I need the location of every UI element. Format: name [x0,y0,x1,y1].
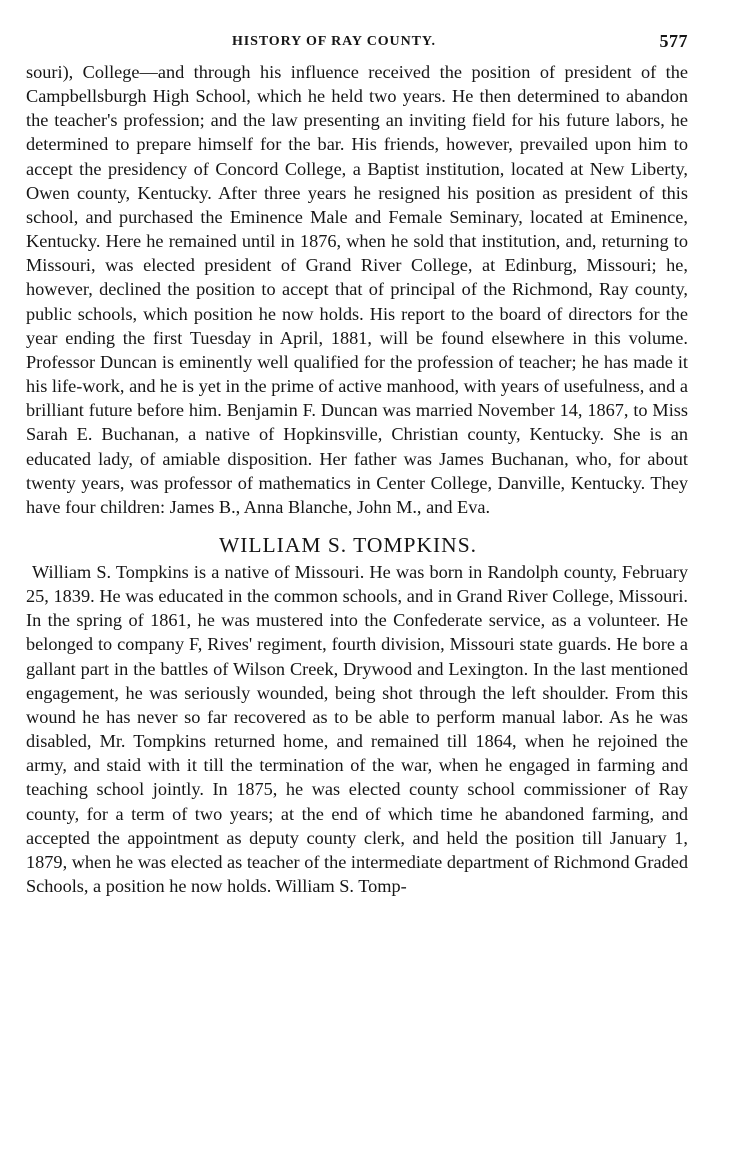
biography-paragraph: William S. Tompkins is a native of Missouri. He was born in Randolph county, February 25, 1839. He was educated in the common schools, and in Grand River College, Missouri. In the spring of 1861, he was mustered into the Confederate service, as a volunteer. He belonged to company F, Rives' regiment, fourth division, Missouri state guards. He bore a gallant part in the battles of Wilson Creek, Drywood and Lexington. In the last mentioned engagement, he was seriously wounded, being shot through the left shoulder. From this wound he has never so far recovered as to be able to perform manual labor. As he was disabled, Mr. Tompkins returned home, and remained till 1864, when he rejoined the army, and staid with it till the termination of the war, when he engaged in farming and teaching school jointly. In 1875, he was elected county school commissioner of Ray county, for a term of two years; at the end of which time he abandoned farming, and accepted the appointment as deputy county clerk, and held the position till January 1, 1879, when he was elected as teacher of the intermediate department of Richmond Graded Schools, a position he now holds. William S. Tomp- [26,561,688,896]
running-head [26,31,688,60]
book-page [26,31,689,898]
section-heading: WILLIAM S. TOMPKINS. [218,532,478,557]
page-number: 577 [659,31,688,51]
running-title: HISTORY OF RAY COUNTY. [232,34,436,49]
continuation-paragraph: souri), College—and through his influence received the position of president of the Campbellsburgh High School, which he held two years. He then determined to abandon the teacher's profession; and the law presenting an inviting field for his future labors, he determined to prepare himself for the bar. His friends, however, prevailed upon him to accept the presidency of Concord College, a Baptist institution, located at New Liberty, Owen county, Kentucky. After three years he resigned his position as president of this school, and purchased the Eminence Male and Female Seminary, located at Eminence, Kentucky. Here he remained until in 1876, when he sold that institution, and, returning to Missouri, was elected president of Grand River College, at Edinburg, Missouri; he, however, declined the position to accept that of principal of the Richmond, Ray county, public schools, which position he now holds. His report to the board of directors for the year ending the first Tuesday in April, 1881, will be found elsewhere in this volume. Professor Duncan is eminently well qualified for the profession of teacher; he has made it his life-work, and he is yet in the prime of active manhood, with years of usefulness, and a brilliant future before him. Benjamin F. Duncan was married November 14, 1867, to Miss Sarah E. Buchanan, a native of Hopkinsville, Christian county, Kentucky. She is an educated lady, of amiable disposition. Her father was James Buchanan, who, for about twenty years, was professor of mathematics in Center College, Danville, Kentucky. They have four children: James B., Anna Blanche, John M., and Eva. [26,62,689,517]
